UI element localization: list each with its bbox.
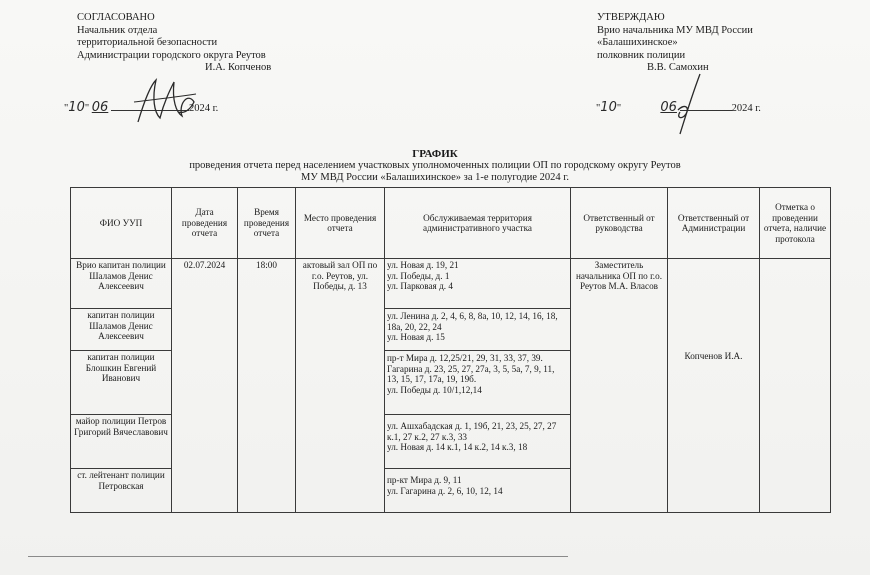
territory-cell: ул. Ашхабадская д. 1, 19б, 21, 23, 25, 27, 27 к.1, 27 к.2, 27 к.3, 33 ул. Новая д. 14 к.1, 14 к.2, 14 к.3, 18 — [385, 415, 571, 469]
approval-right-line: полковник полиции — [597, 49, 686, 61]
signature-right — [660, 70, 710, 140]
page-divider — [28, 556, 568, 557]
approval-right-line: «Балашихинское» — [597, 37, 678, 48]
time-cell: 18:00 — [238, 259, 296, 513]
responsible-management-cell: Заместитель начальника ОП по г.о. Реутов М.А. Власов — [571, 259, 668, 513]
territory-cell: ул. Новая д. 19, 21 ул. Победы, д. 1 ул. Парковая д. 4 — [385, 259, 571, 309]
schedule-table — [70, 187, 831, 513]
approval-left-year: 2024 г. — [188, 103, 219, 114]
approval-left-line: территориальной безопасности — [77, 37, 218, 48]
approval-left — [77, 12, 271, 75]
territory-cell: ул. Ленина д. 2, 4, 6, 8, 8а, 10, 12, 14, 16, 18, 18а, 20, 22, 24 ул. Новая д. 15 — [385, 309, 571, 351]
approval-left-date: "10" 06 2024 г. — [64, 100, 219, 115]
approval-left-line: Администрации городского округа Реутов — [77, 49, 266, 61]
approval-right-day: 10 — [600, 100, 617, 115]
responsible-admin-cell: Копченов И.А. — [668, 259, 760, 513]
approval-right-line: Врио начальника МУ МВД России — [597, 24, 753, 36]
signature-left — [130, 72, 200, 132]
approval-left-line: СОГЛАСОВАНО — [77, 12, 155, 23]
officer-cell: капитан полиции Блошкин Евгений Иванович — [71, 351, 172, 415]
header-cell: Время проведения отчета — [238, 188, 296, 259]
header-cell: ФИО УУП — [71, 188, 172, 259]
date-cell: 02.07.2024 — [172, 259, 238, 513]
approval-right-month: 06 — [660, 100, 677, 115]
report-mark-cell — [760, 259, 831, 513]
title-line-1: проведения отчета перед населением участковых уполномоченных полиции ОП по городскому округу Реутов — [189, 160, 681, 171]
header-cell: Дата проведения отчета — [172, 188, 238, 259]
approval-left-day: 10 — [68, 100, 85, 115]
table-header-row — [71, 188, 831, 259]
officer-cell: Врио капитан полиции Шаламов Денис Алексеевич — [71, 259, 172, 309]
officer-cell: майор полиции Петров Григорий Вячеславович — [71, 415, 172, 469]
territory-cell: пр-т Мира д. 12,25/21, 29, 31, 33, 37, 39. Гагарина д. 23, 25, 27, 27а, 3, 5, 5а, 7, 9, 11, 13, 15, 17, 17а, 19, 19б. ул. Победы д. 10/1,12,14 — [385, 351, 571, 415]
header-cell: Ответственный от руководства — [571, 188, 668, 259]
header-cell: Обслуживаемая территория административного участка — [385, 188, 571, 259]
header-cell: Место проведения отчета — [296, 188, 385, 259]
approval-left-month: 06 — [91, 100, 109, 115]
officer-cell: ст. лейтенант полиции Петровская — [71, 469, 172, 513]
approval-left-line: Начальник отдела — [77, 24, 158, 36]
title-heading: ГРАФИК — [412, 148, 458, 160]
header-cell: Ответственный от Администрации — [668, 188, 760, 259]
approval-left-name: И.А. Копченов — [205, 62, 272, 73]
place-cell: актовый зал ОП по г.о. Реутов, ул. Победы, д. 13 — [296, 259, 385, 513]
document-title — [0, 148, 870, 184]
approval-right-date: "10" 06 2024 г. — [596, 100, 761, 115]
approval-right — [597, 12, 753, 75]
title-line-2: МУ МВД России «Балашихинское» за 1-е полугодие 2024 г. — [301, 172, 569, 183]
header-cell: Отметка о проведении отчета, наличие протокола — [760, 188, 831, 259]
approval-right-name: В.В. Самохин — [647, 62, 709, 73]
approval-right-line: УТВЕРЖДАЮ — [597, 12, 665, 23]
approval-right-year: 2024 г. — [731, 103, 761, 114]
table-row — [71, 259, 831, 309]
officer-cell: капитан полиции Шаламов Денис Алексеевич — [71, 309, 172, 351]
territory-cell: пр-кт Мира д. 9, 11 ул. Гагарина д. 2, 6, 10, 12, 14 — [385, 469, 571, 513]
